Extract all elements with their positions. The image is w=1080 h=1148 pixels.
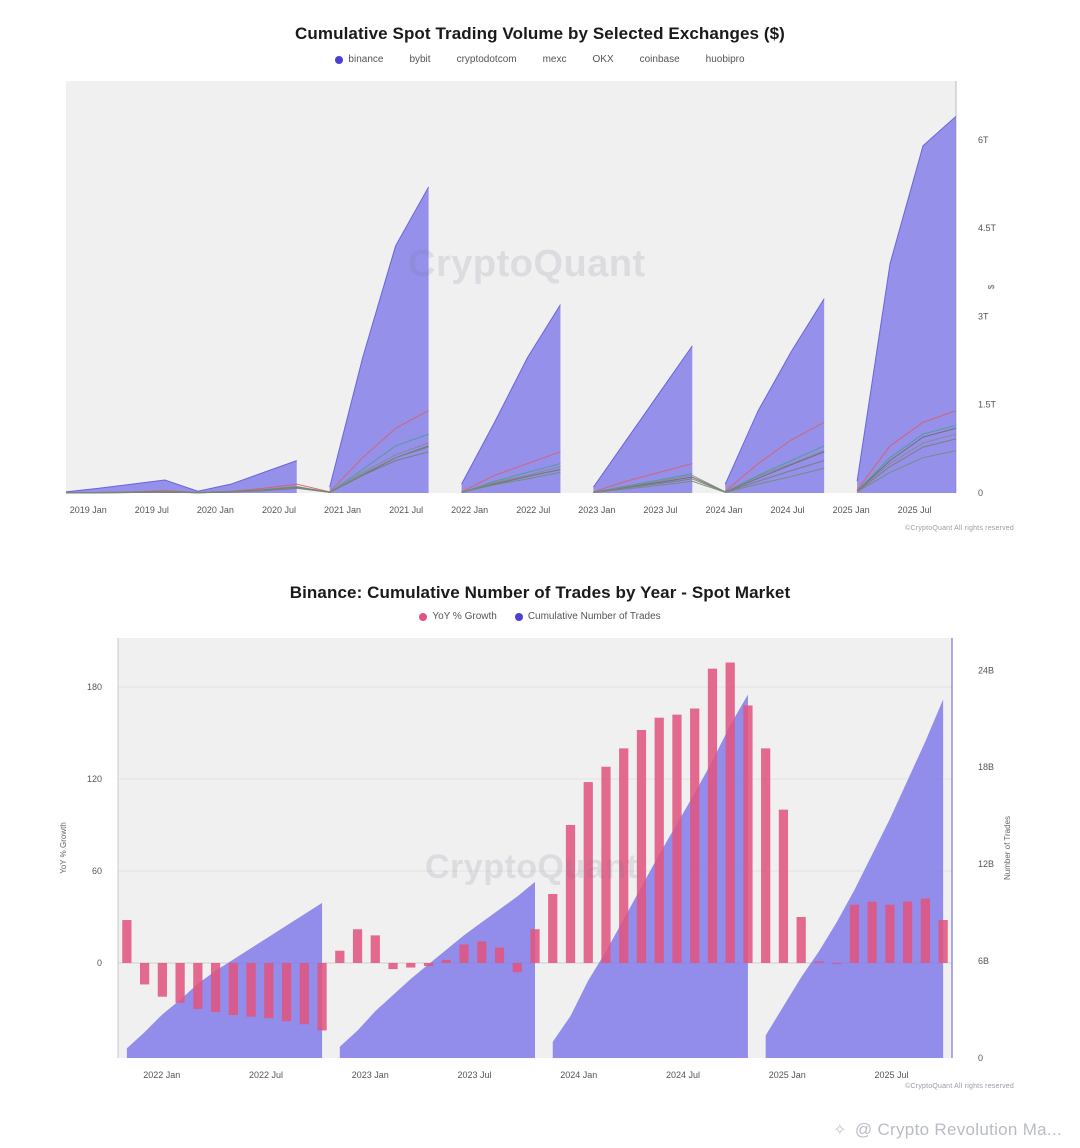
legend-label-yoy-growth: YoY % Growth	[432, 611, 497, 622]
svg-text:2022 Jul: 2022 Jul	[516, 505, 551, 515]
legend-item-coinbase[interactable]	[640, 54, 680, 65]
chart2-plot-area	[0, 628, 1080, 1103]
svg-text:2021 Jul: 2021 Jul	[389, 505, 424, 515]
legend-label-huobipro: huobipro	[705, 54, 745, 65]
chart1-svg	[0, 73, 1080, 543]
chart-binance-cumulative-trades	[0, 565, 1080, 1105]
chart2-title: Binance: Cumulative Number of Trades by Year - Spot Market	[289, 583, 791, 602]
legend-item-cryptodotcom[interactable]	[457, 54, 517, 65]
svg-text:2024 Jul: 2024 Jul	[666, 1070, 701, 1080]
legend-label-coinbase: coinbase	[639, 54, 680, 65]
svg-text:Number of Trades: Number of Trades	[1003, 815, 1012, 881]
chart1-title: Cumulative Spot Trading Volume by Selected Exchanges ($)	[295, 24, 785, 43]
svg-text:2024 Jan: 2024 Jan	[705, 505, 743, 515]
svg-text:3T: 3T	[978, 311, 989, 322]
legend-item-mexc[interactable]	[543, 54, 567, 65]
chart2-svg	[0, 628, 1080, 1098]
svg-text:4.5T: 4.5T	[978, 223, 997, 234]
svg-text:0: 0	[96, 957, 102, 968]
svg-text:60: 60	[91, 865, 102, 876]
svg-text:1.5T: 1.5T	[978, 399, 997, 410]
chart2-credit: ©CryptoQuant All rights reserved	[905, 1083, 1014, 1090]
svg-text:2024 Jan: 2024 Jan	[560, 1070, 598, 1080]
legend-item-huobipro[interactable]	[706, 54, 745, 65]
svg-text:2025 Jul: 2025 Jul	[874, 1070, 909, 1080]
svg-text:2020 Jan: 2020 Jan	[196, 505, 234, 515]
sparkle-icon: ✧	[833, 1122, 847, 1139]
legend-dot-yoy-growth	[419, 613, 427, 621]
svg-text:2022 Jul: 2022 Jul	[249, 1070, 284, 1080]
svg-text:2023 Jul: 2023 Jul	[643, 505, 678, 515]
legend-dot-binance	[335, 56, 343, 64]
svg-text:2023 Jan: 2023 Jan	[351, 1070, 389, 1080]
svg-text:2025 Jan: 2025 Jan	[832, 505, 870, 515]
svg-text:180: 180	[86, 682, 102, 693]
legend-item-binance[interactable]	[335, 54, 383, 65]
svg-text:18B: 18B	[978, 762, 995, 773]
legend-item-yoy-growth[interactable]	[419, 611, 496, 622]
svg-text:2024 Jul: 2024 Jul	[770, 505, 805, 515]
legend-dot-cumulative-trades	[515, 613, 523, 621]
legend-label-mexc: mexc	[542, 54, 567, 65]
channel-watermark	[833, 1120, 1062, 1140]
svg-text:2022 Jan: 2022 Jan	[143, 1070, 181, 1080]
svg-text:2019 Jul: 2019 Jul	[134, 505, 169, 515]
svg-text:120: 120	[86, 774, 102, 785]
svg-text:2023 Jul: 2023 Jul	[457, 1070, 492, 1080]
legend-label-bybit: bybit	[409, 54, 431, 65]
chart1-legend	[0, 54, 1080, 65]
legend-label-cumulative-trades: Cumulative Number of Trades	[527, 611, 661, 622]
legend-item-okx[interactable]	[593, 54, 614, 65]
chart1-credit: ©CryptoQuant All rights reserved	[905, 525, 1014, 532]
svg-text:12B: 12B	[978, 859, 995, 870]
legend-label-cryptodotcom: cryptodotcom	[456, 54, 517, 65]
svg-text:2020 Jul: 2020 Jul	[261, 505, 296, 515]
legend-item-cumulative-trades[interactable]	[515, 611, 661, 622]
svg-text:2023 Jan: 2023 Jan	[578, 505, 616, 515]
channel-name: @ Crypto Revolution Ma...	[854, 1120, 1062, 1139]
svg-text:$: $	[987, 284, 996, 290]
svg-text:24B: 24B	[978, 665, 995, 676]
chart-cumulative-spot-volume	[0, 0, 1080, 565]
svg-text:YoY % Growth: YoY % Growth	[59, 822, 68, 874]
svg-text:0: 0	[978, 488, 984, 498]
svg-text:0: 0	[978, 1053, 984, 1063]
chart1-plot-area	[0, 73, 1080, 548]
svg-text:6T: 6T	[978, 134, 989, 145]
svg-text:2019 Jan: 2019 Jan	[69, 505, 107, 515]
legend-label-binance: binance	[348, 54, 384, 65]
svg-text:2025 Jul: 2025 Jul	[897, 505, 932, 515]
legend-item-bybit[interactable]	[409, 54, 430, 65]
legend-label-okx: OKX	[592, 54, 614, 65]
svg-text:6B: 6B	[978, 956, 990, 967]
svg-text:2022 Jan: 2022 Jan	[451, 505, 489, 515]
chart2-legend	[0, 611, 1080, 622]
svg-text:2021 Jan: 2021 Jan	[324, 505, 362, 515]
svg-text:2025 Jan: 2025 Jan	[768, 1070, 806, 1080]
